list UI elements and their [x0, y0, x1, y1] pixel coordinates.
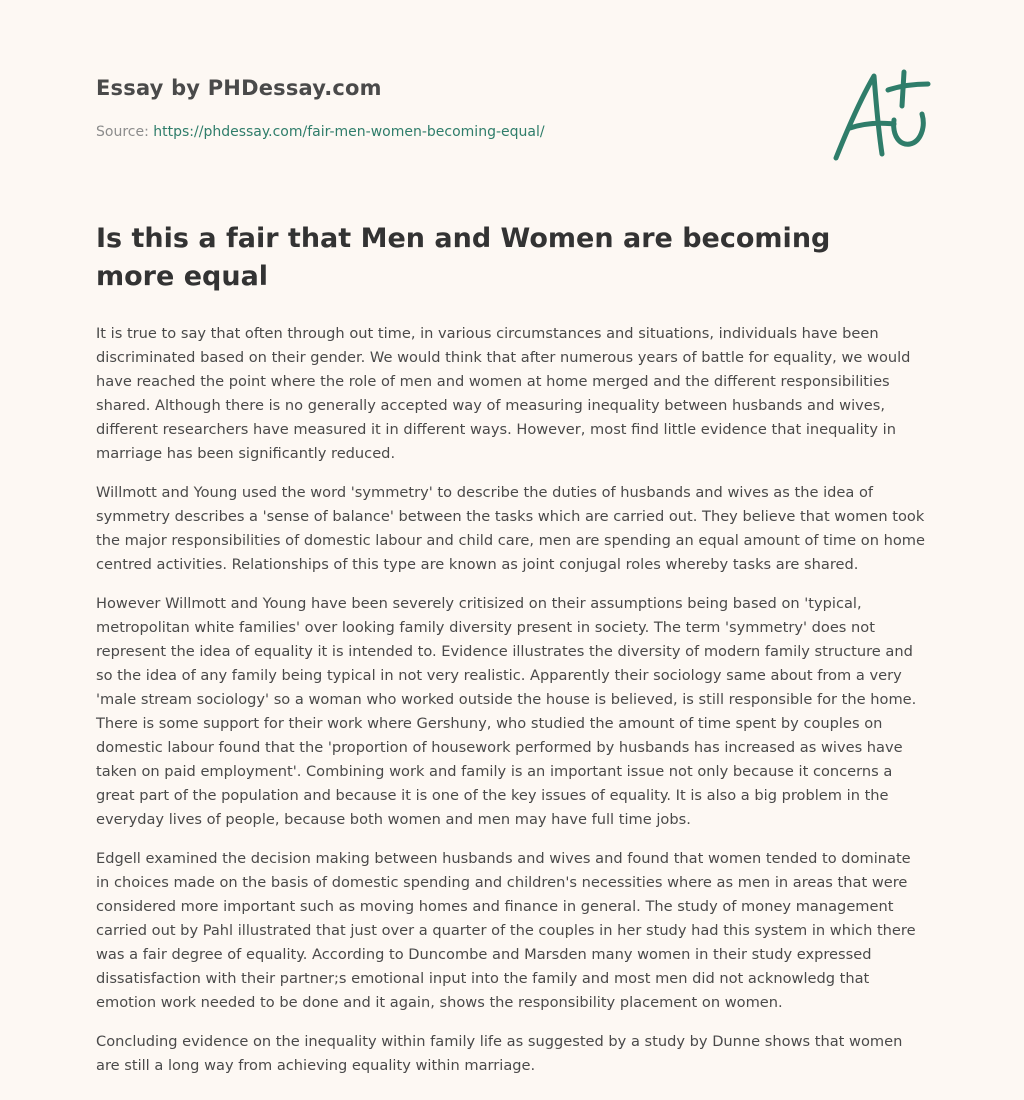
essay-paragraph: However Willmott and Young have been severely critisized on their assumptions being based on 'typical, metropolitan white families' over looking family diversity present in society. The term 'symmetry' does not represent the idea of equality it is intended to. Evidence illustrates the diversity of modern family structure and so the idea of any family being typical in not very realistic. Apparently their sociology same about from a very 'male stream sociology' so a woman who worked outside the house is believed, is still responsible for the home. There is some support for their work where Gershuny, who studied the amount of time spent by couples on domestic labour found that the 'proportion of housework performed by husbands has increased as wives have taken on paid employment'. Combining work and family is an important issue not only because it concerns a great part of the population and because it is one of the key issues of equality. It is also a big problem in the everyday lives of people, because both women and men may have full time jobs. — [96, 595, 917, 828]
source-link[interactable]: https://phdessay.com/fair-men-women-becoming-equal/ — [153, 124, 545, 140]
a-plus-logo-icon — [828, 66, 932, 166]
site-title: Essay by PHDessay.com — [96, 76, 382, 100]
page-header — [96, 0, 928, 190]
source-label: Source: — [96, 124, 149, 140]
essay-title: Is this a fair that Men and Women are becoming more equal — [96, 223, 831, 292]
essay-paragraph: Edgell examined the decision making between husbands and wives and found that women tended to dominate in choices made on the basis of domestic spending and children's necessities where as men in areas that were considered more important such as moving homes and finance in general. The study of money management carried out by Pahl illustrated that just over a quarter of the couples in her study had this system in which there was a fair degree of equality. According to Duncombe and Marsden many women in their study expressed dissatisfaction with their partner;s emotional input into the family and most men did not acknowledg that emotion work needed to be done and it again, shows the responsibility placement on women. — [96, 850, 916, 1011]
essay-body — [96, 322, 928, 1078]
essay-paragraph: Willmott and Young used the word 'symmetry' to describe the duties of husbands and wives as the idea of symmetry describes a 'sense of balance' between the tasks which are carried out. They believe that women took the major responsibilities of domestic labour and child care, men are spending an equal amount of time on home centred activities. Relationships of this type are known as joint conjugal roles whereby tasks are shared. — [96, 484, 925, 573]
essay-paragraph: Concluding evidence on the inequality within family life as suggested by a study by Dunne shows that women are still a long way from achieving equality within marriage. — [96, 1033, 903, 1074]
essay-paragraph: It is true to say that often through out time, in various circumstances and situations, individuals have been discriminated based on their gender. We would think that after numerous years of battle for equality, we would have reached the point where the role of men and women at home merged and the different responsibilities shared. Although there is no generally accepted way of measuring inequality between husbands and wives, different researchers have measured it in different ways. However, most find little evidence that inequality in marriage has been significantly reduced. — [96, 325, 911, 462]
source-line — [96, 124, 545, 140]
